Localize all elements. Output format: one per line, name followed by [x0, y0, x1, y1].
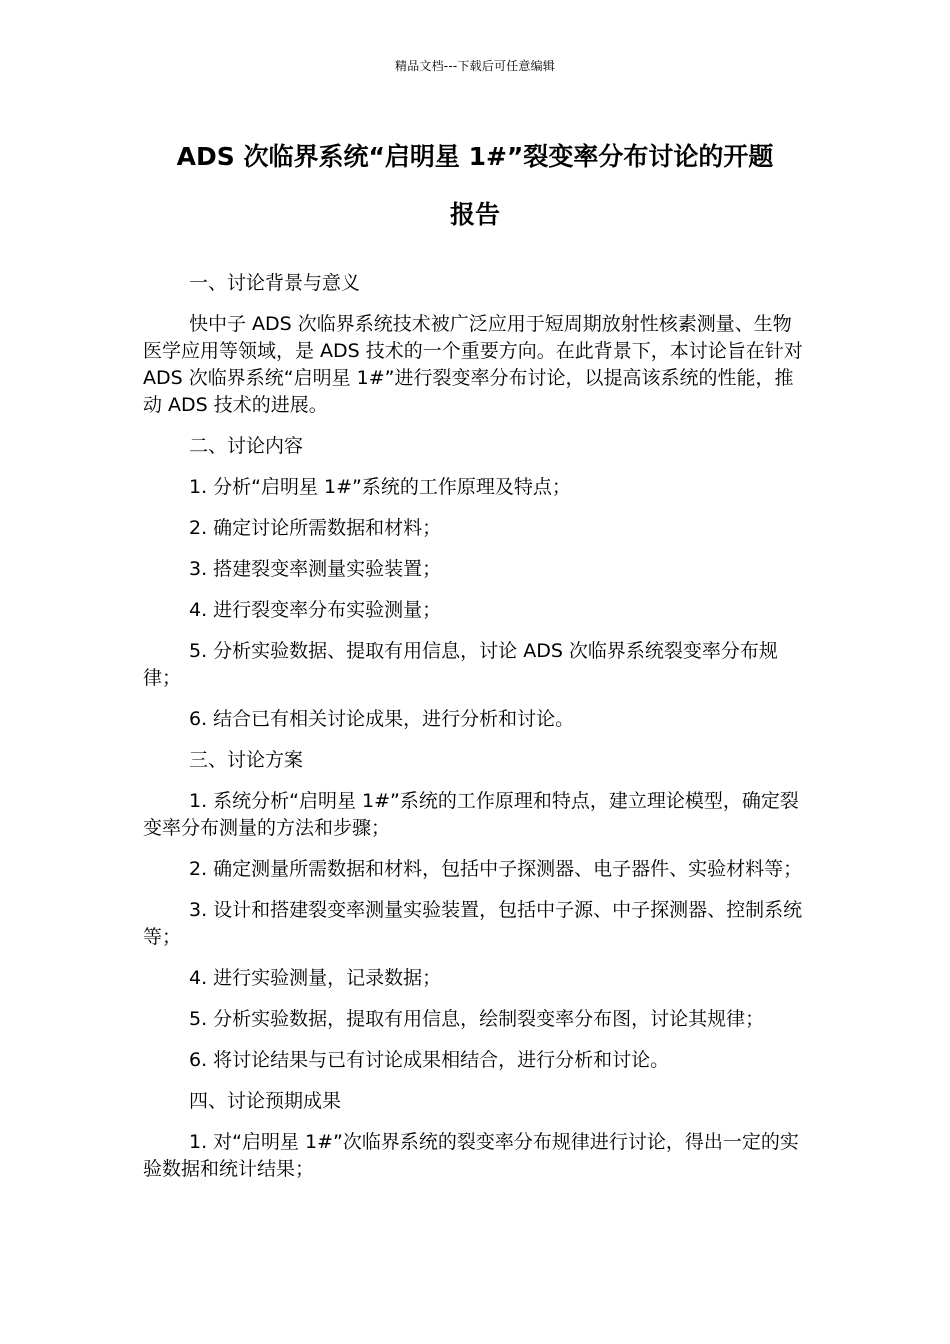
title-line-1: ADS 次临界系统“启明星 1#”裂变率分布讨论的开题 — [176, 142, 774, 171]
list-item: 1. 系统分析“启明星 1#”系统的工作原理和特点，建立理论模型，确定裂变率分布测量的方法和步骤； — [143, 790, 799, 839]
section-heading-3: 三、讨论方案 — [189, 749, 304, 771]
section-heading-2: 二、讨论内容 — [189, 435, 304, 457]
list-item: 6. 结合已有相关讨论成果，进行分析和讨论。 — [189, 708, 575, 730]
page-header: 精品文档---下载后可任意编辑 — [395, 59, 555, 73]
section-heading-1: 一、讨论背景与意义 — [189, 272, 361, 294]
list-item: 5. 分析实验数据、提取有用信息，讨论 ADS 次临界系统裂变率分布规律； — [143, 640, 778, 689]
list-item: 4. 进行裂变率分布实验测量； — [189, 599, 442, 621]
title-line-2: 报告 — [449, 200, 500, 229]
list-item: 1. 分析“启明星 1#”系统的工作原理及特点； — [189, 476, 571, 498]
list-item: 3. 搭建裂变率测量实验装置； — [189, 558, 442, 580]
list-item: 3. 设计和搭建裂变率测量实验装置，包括中子源、中子探测器、控制系统等； — [143, 899, 803, 948]
document-title — [143, 128, 807, 244]
list-item: 6. 将讨论结果与已有讨论成果相结合，进行分析和讨论。 — [189, 1049, 670, 1071]
paragraph-background: 快中子 ADS 次临界系统技术被广泛应用于短周期放射性核素测量、生物医学应用等领域，是 ADS 技术的一个重要方向。在此背景下，本讨论旨在针对 ADS 次临界系统“启明星 1#”进行裂变率分布讨论，以提高该系统的性能，推动 ADS 技术的进展。 — [143, 313, 803, 416]
list-item: 4. 进行实验测量，记录数据； — [189, 967, 442, 989]
list-item: 5. 分析实验数据，提取有用信息，绘制裂变率分布图，讨论其规律； — [189, 1008, 765, 1030]
list-item: 2. 确定讨论所需数据和材料； — [189, 517, 442, 539]
section-heading-4: 四、讨论预期成果 — [189, 1090, 342, 1112]
list-item: 2. 确定测量所需数据和材料，包括中子探测器、电子器件、实验材料等； — [189, 858, 803, 880]
document-body — [143, 270, 807, 1183]
list-item: 1. 对“启明星 1#”次临界系统的裂变率分布规律进行讨论，得出一定的实验数据和统计结果； — [143, 1131, 799, 1180]
